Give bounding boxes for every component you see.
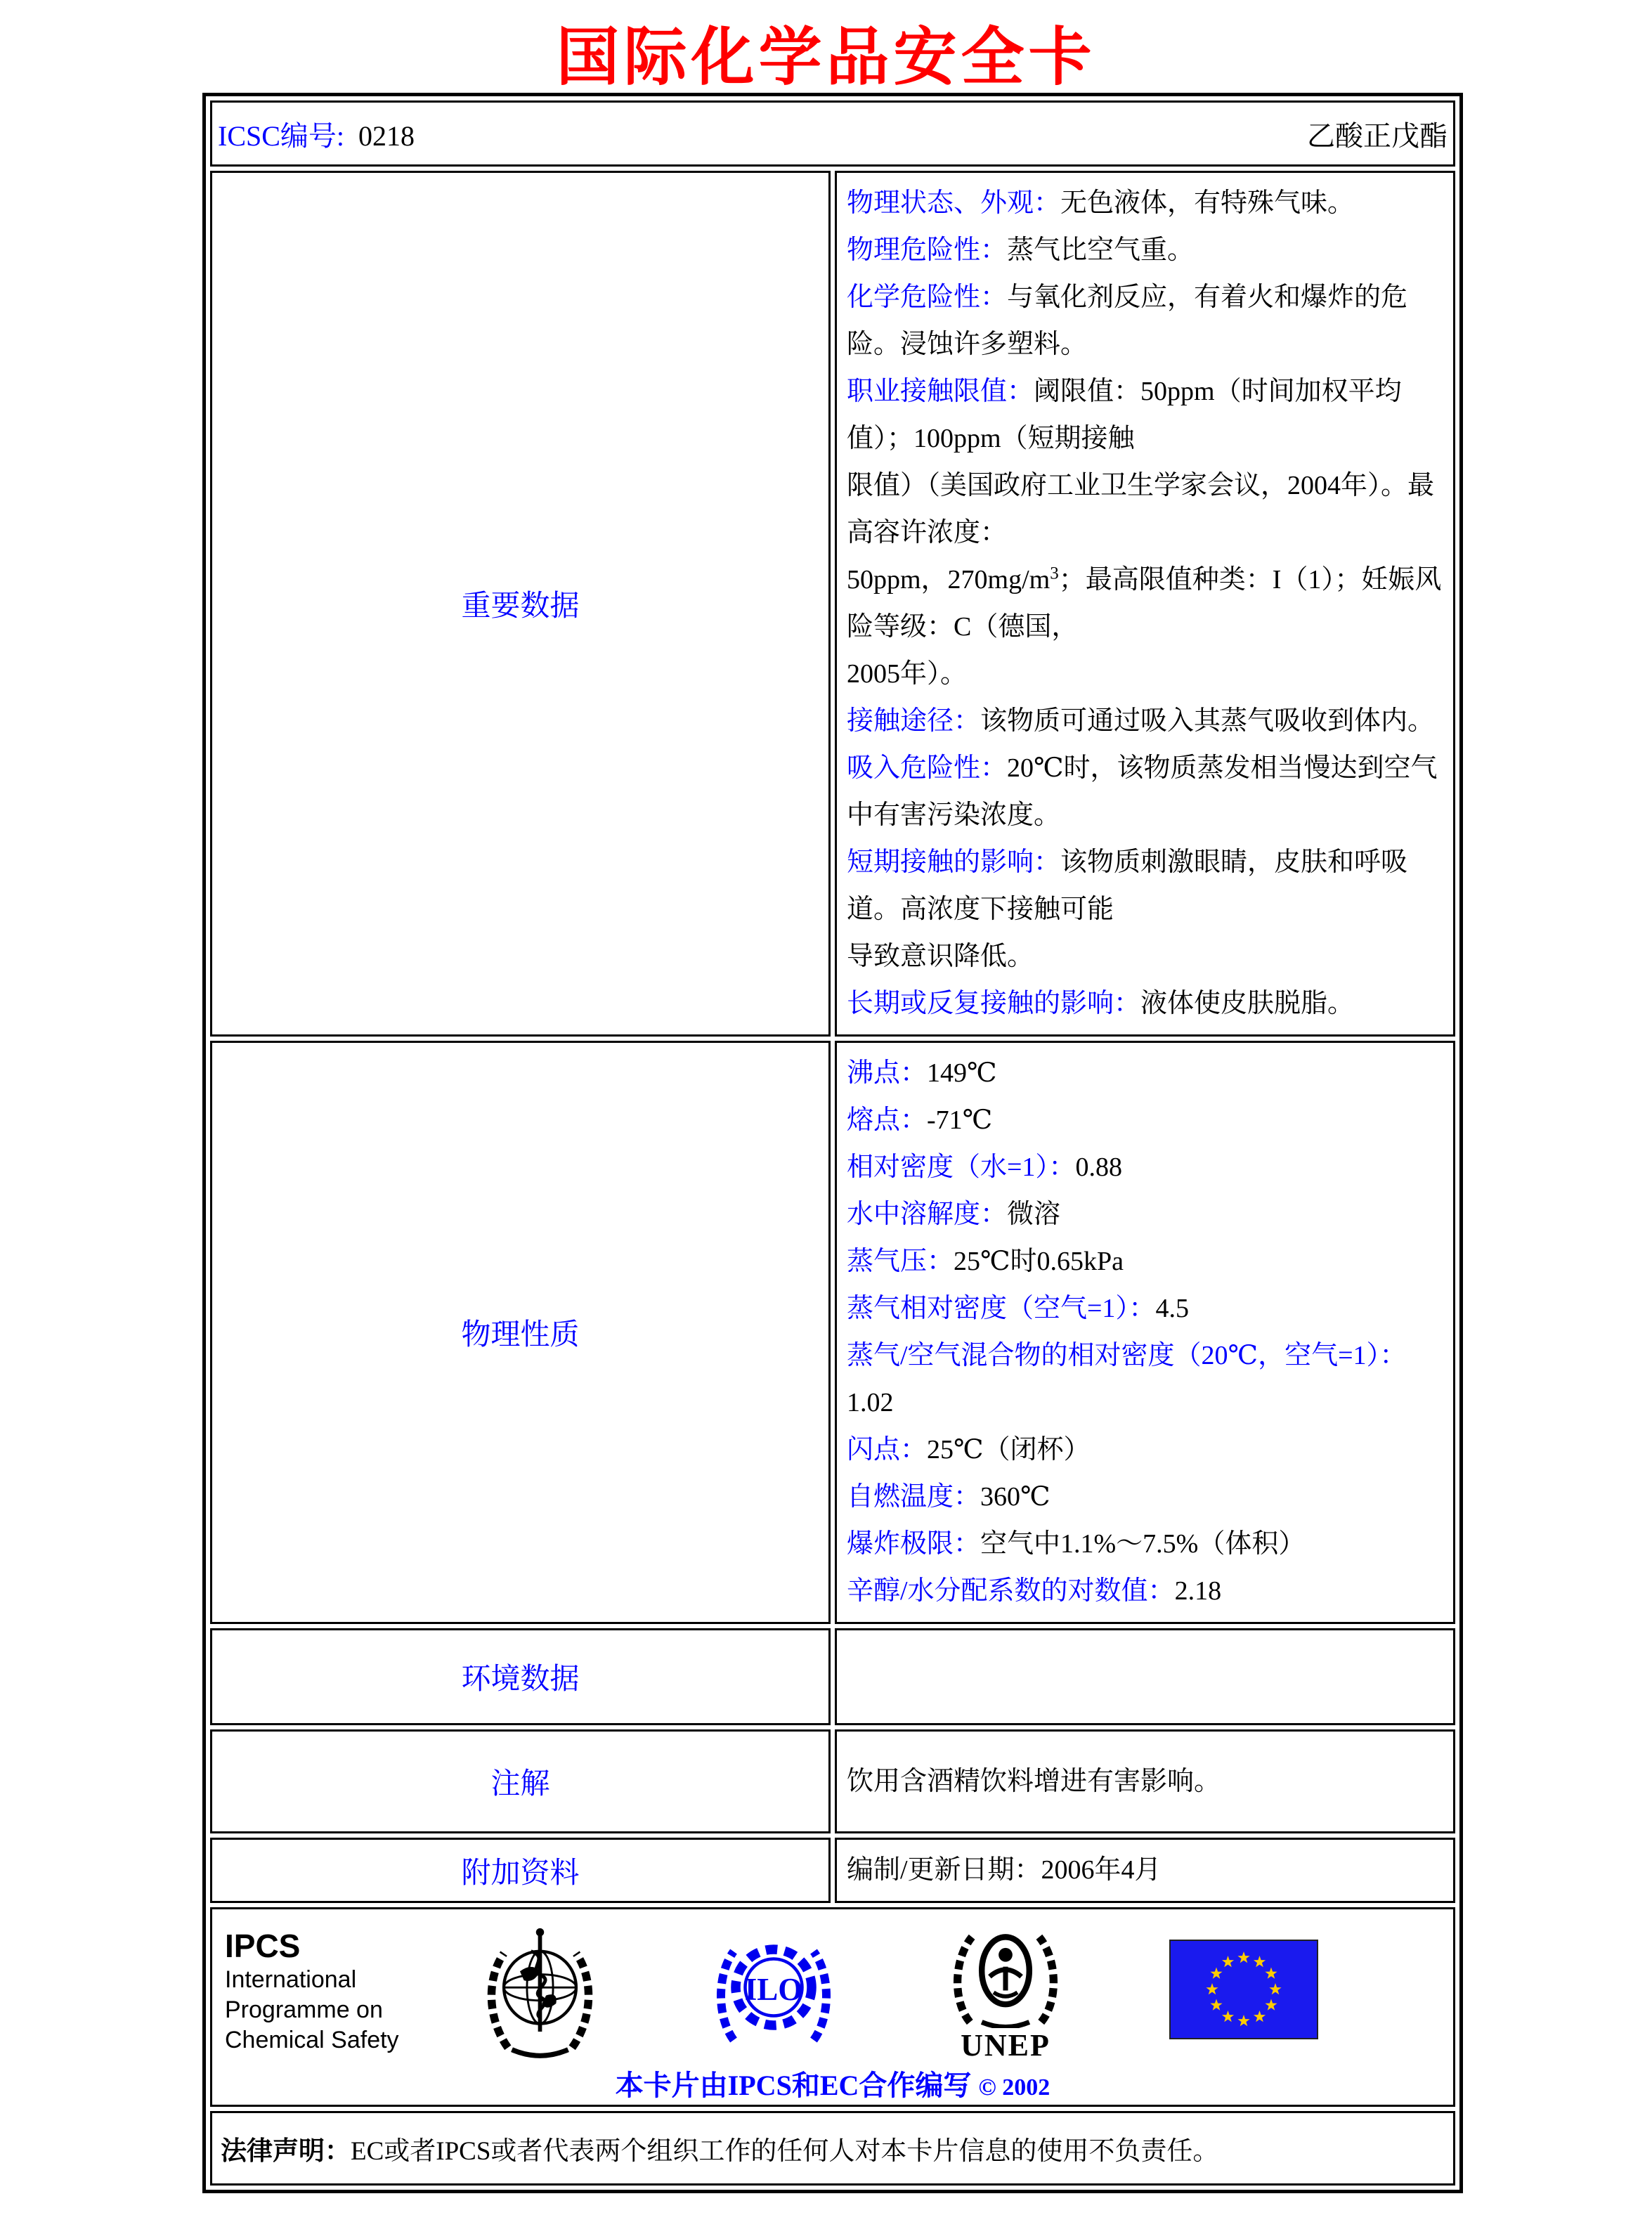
icsc-number — [218, 114, 415, 154]
field-label: 自燃温度： — [847, 1482, 981, 1512]
text-line — [847, 462, 1443, 557]
field-value: 限值）（美国政府工业卫生学家会议，2004年）。最高容许浓度： — [847, 471, 1435, 547]
field-label: 爆炸极限： — [847, 1529, 981, 1559]
text-line — [847, 1144, 1443, 1191]
field-label: 蒸气/空气混合物的相对密度（20℃，空气=1）： — [847, 1341, 1407, 1370]
header-cell — [210, 100, 1455, 167]
icsc-number-value: 0218 — [358, 119, 415, 152]
field-value: 阈限值：50ppm（时间加权平均值）；100ppm（短期接触 — [847, 377, 1402, 453]
field-value: 蒸气比空气重。 — [1007, 235, 1195, 265]
field-label: 水中溶解度： — [847, 1200, 1008, 1229]
section-label-physical-properties: 物理性质 — [210, 1041, 831, 1624]
who-emblem-icon — [468, 1919, 612, 2063]
field-value: 50ppm，270mg/m — [847, 565, 1051, 595]
legal-label: 法律声明： — [221, 2137, 351, 2166]
text-line — [847, 1758, 1443, 1805]
ilo-letters: ILO — [744, 1972, 803, 2007]
ipcs-subtitle-line: Programme on — [225, 1996, 383, 2023]
field-value: 4.5 — [1155, 1294, 1189, 1323]
field-value: 25℃（闭杯） — [927, 1435, 1091, 1465]
section-row-notes — [210, 1729, 1455, 1833]
text-line — [847, 698, 1443, 745]
logos-row — [210, 1907, 1455, 2107]
unep-block — [946, 1919, 1065, 2063]
legal-text: EC或者IPCS或者代表两个组织工作的任何人对本卡片信息的使用不负责任。 — [351, 2137, 1219, 2166]
field-value: 微溶 — [1007, 1200, 1061, 1229]
section-label-environmental-data: 环境数据 — [210, 1628, 831, 1725]
field-label: 沸点： — [847, 1058, 928, 1088]
field-value: 饮用含酒精饮料增进有害影响。 — [847, 1766, 1221, 1796]
field-value: 25℃时0.65kPa — [954, 1247, 1124, 1276]
section-row-important-data — [210, 171, 1455, 1037]
field-value: 360℃ — [980, 1482, 1051, 1512]
field-value: 0.88 — [1075, 1152, 1122, 1182]
legal-row — [210, 2111, 1455, 2186]
text-line — [847, 1285, 1443, 1332]
ilo-emblem-icon — [710, 1926, 837, 2056]
eu-flag-icon — [1169, 1940, 1318, 2043]
field-label: 长期或反复接触的影响： — [847, 989, 1141, 1018]
text-line — [847, 839, 1443, 933]
ipcs-block — [225, 1927, 436, 2056]
section-label-notes: 注解 — [210, 1729, 831, 1833]
field-value: 无色液体，有特殊气味。 — [1060, 188, 1355, 218]
section-label-important-data: 重要数据 — [210, 171, 831, 1037]
field-value: 编制/更新日期：2006年4月 — [847, 1855, 1162, 1885]
section-row-environmental-data — [210, 1628, 1455, 1725]
text-line — [847, 227, 1443, 274]
field-value: ；最高限值种类：I（1）；妊娠风险等级：C（德国， — [847, 565, 1442, 642]
field-value: 20℃时，该物质蒸发相当慢达到空气中有害污染浓度。 — [847, 753, 1438, 830]
section-content-environmental-data — [835, 1628, 1455, 1725]
text-line — [847, 274, 1443, 368]
legal-cell — [210, 2111, 1455, 2186]
field-label: 闪点： — [847, 1435, 928, 1465]
field-value: 该物质刺激眼睛，皮肤和呼吸道。高浓度下接触可能 — [847, 848, 1408, 924]
logos-cell — [210, 1907, 1455, 2107]
text-line — [847, 180, 1443, 227]
text-line — [847, 745, 1443, 839]
field-value: 该物质可通过吸入其蒸气吸收到体内。 — [980, 706, 1435, 736]
chemical-name: 乙酸正戊酯 — [1307, 119, 1448, 152]
icsc-number-label: ICSC编号: — [218, 119, 345, 152]
field-label: 职业接触限值： — [847, 377, 1034, 406]
text-line — [847, 1521, 1443, 1568]
section-row-additional-info — [210, 1838, 1455, 1903]
section-content-additional-info — [835, 1838, 1455, 1903]
field-value: 149℃ — [927, 1058, 997, 1088]
field-value: -71℃ — [927, 1105, 993, 1135]
field-value: 2.18 — [1174, 1576, 1222, 1606]
copyright-text: © 2002 — [978, 2074, 1051, 2100]
field-value: 2005年）。 — [847, 659, 968, 689]
text-line — [847, 933, 1443, 980]
header-row — [210, 100, 1455, 167]
text-line — [847, 1332, 1443, 1427]
field-label: 接触途径： — [847, 706, 981, 736]
ipcs-subtitle-line: International — [225, 1966, 357, 1993]
field-label: 化学危险性： — [847, 283, 1008, 312]
field-label: 短期接触的影响： — [847, 848, 1061, 877]
field-label: 辛醇/水分配系数的对数值： — [847, 1576, 1175, 1606]
ipcs-heading: IPCS — [225, 1928, 301, 1964]
ipcs-subtitle-line: Chemical Safety — [225, 2027, 399, 2053]
text-line — [847, 1238, 1443, 1285]
unep-label: UNEP — [961, 2028, 1051, 2063]
field-value: 液体使皮肤脱脂。 — [1140, 989, 1355, 1018]
section-label-additional-info: 附加资料 — [210, 1838, 831, 1903]
section-content-physical-properties — [835, 1041, 1455, 1624]
cooperation-line — [212, 2063, 1453, 2107]
field-label: 熔点： — [847, 1105, 928, 1135]
safety-card-table — [202, 93, 1463, 2193]
text-line — [847, 1847, 1443, 1894]
text-line — [847, 651, 1443, 698]
superscript: 3 — [1050, 564, 1059, 583]
page-title: 国际化学品安全卡 — [556, 23, 1096, 93]
section-content-important-data — [835, 171, 1455, 1037]
field-label: 吸入危险性： — [847, 753, 1008, 783]
field-value: 1.02 — [847, 1388, 894, 1417]
field-value: 与氧化剂反应，有着火和爆炸的危险。浸蚀许多塑料。 — [847, 283, 1408, 359]
section-row-physical-properties — [210, 1041, 1455, 1624]
field-label: 蒸气相对密度（空气=1）： — [847, 1294, 1156, 1323]
field-value: 导致意识降低。 — [847, 942, 1034, 971]
unep-emblem-icon — [946, 1919, 1065, 2028]
cooperation-text: 本卡片由IPCS和EC合作编写 — [615, 2070, 972, 2101]
text-line — [847, 1427, 1443, 1474]
section-content-notes — [835, 1729, 1455, 1833]
text-line — [847, 1568, 1443, 1615]
text-line — [847, 1474, 1443, 1521]
field-label: 物理状态、外观： — [847, 188, 1061, 218]
field-label: 物理危险性： — [847, 235, 1008, 265]
field-value: 空气中1.1%～7.5%（体积） — [980, 1529, 1306, 1559]
text-line — [847, 1097, 1443, 1144]
text-line — [847, 557, 1443, 651]
text-line — [847, 980, 1443, 1027]
field-label: 相对密度（水=1）： — [847, 1152, 1076, 1182]
text-line — [847, 1050, 1443, 1097]
field-label: 蒸气压： — [847, 1247, 954, 1276]
text-line — [847, 1191, 1443, 1238]
text-line — [847, 368, 1443, 462]
